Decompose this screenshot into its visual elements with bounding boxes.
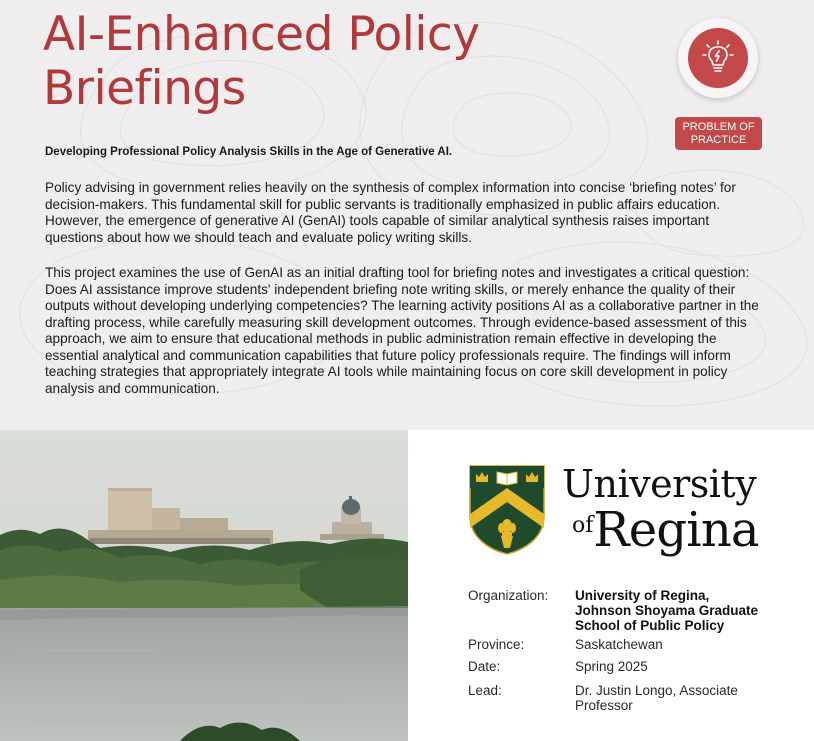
lead-value	[575, 683, 738, 713]
info-panel	[408, 430, 814, 741]
lead-value-line2: Professor	[575, 698, 633, 713]
organization-value-line1: University of Regina,	[575, 588, 710, 603]
campus-photo	[0, 430, 408, 741]
wordmark-regina: Regina	[593, 502, 759, 558]
wordmark-university: University	[562, 462, 757, 506]
province-value: Saskatchewan	[575, 637, 663, 652]
problem-of-practice-badge	[675, 117, 762, 150]
lightbulb-icon	[702, 40, 734, 76]
date-label: Date:	[468, 659, 501, 674]
lead-label: Lead:	[468, 683, 502, 698]
wordmark-of: of	[572, 513, 594, 538]
campus-landscape-image	[0, 430, 408, 741]
province-label: Province:	[468, 637, 525, 652]
organization-value	[575, 588, 758, 633]
paragraph-intro: Policy advising in government relies heavily on the synthesis of complex information into concise ‘briefing notes’ for decision-makers. This fundamental skill for public servants is traditionally emphasized in public affairs education. However, the emergence of generative AI (GenAI) tools capable of similar analytical synthesis raises important questions about how we should teach and evaluate policy writing skills.	[45, 180, 736, 245]
page-title-line1: AI-Enhanced Policy	[43, 7, 480, 62]
badge-label-line2: PRACTICE	[690, 133, 747, 146]
paragraph-project: This project examines the use of GenAI as an initial drafting tool for briefing notes and investigates a critical question: Does AI assistance improve students' independent briefing note writing skills, or merely enhance the quality of their outputs without developing underlying competencies? The learning activity positions AI as a collaborative partner in the drafting process, while carefully measuring skill development outcomes. Through evidence-based assessment of this approach, we aim to ensure that educational methods in public administration remain effective in developing the essential analytical and communication capabilities that future policy professionals require. The findings will inform teaching strategies that appropriately integrate AI tools while maintaining focus on core skill development in policy analysis and communication.	[45, 265, 759, 396]
university-crest	[468, 464, 546, 561]
badge-label-line1: PROBLEM OF	[682, 120, 755, 133]
organization-value-line3: School of Public Policy	[575, 618, 725, 633]
organization-value-line2: Johnson Shoyama Graduate	[575, 603, 759, 618]
lead-value-line1: Dr. Justin Longo, Associate	[575, 683, 738, 698]
page-title-line2: Briefings	[43, 61, 246, 116]
wordmark-of-regina	[572, 502, 759, 558]
organization-label: Organization:	[468, 588, 549, 603]
crest-shield-icon	[468, 464, 546, 556]
subtitle: Developing Professional Policy Analysis Skills in the Age of Generative AI.	[45, 146, 453, 158]
date-value: Spring 2025	[575, 659, 648, 674]
page-title	[43, 8, 480, 116]
badge-circle	[688, 28, 748, 88]
